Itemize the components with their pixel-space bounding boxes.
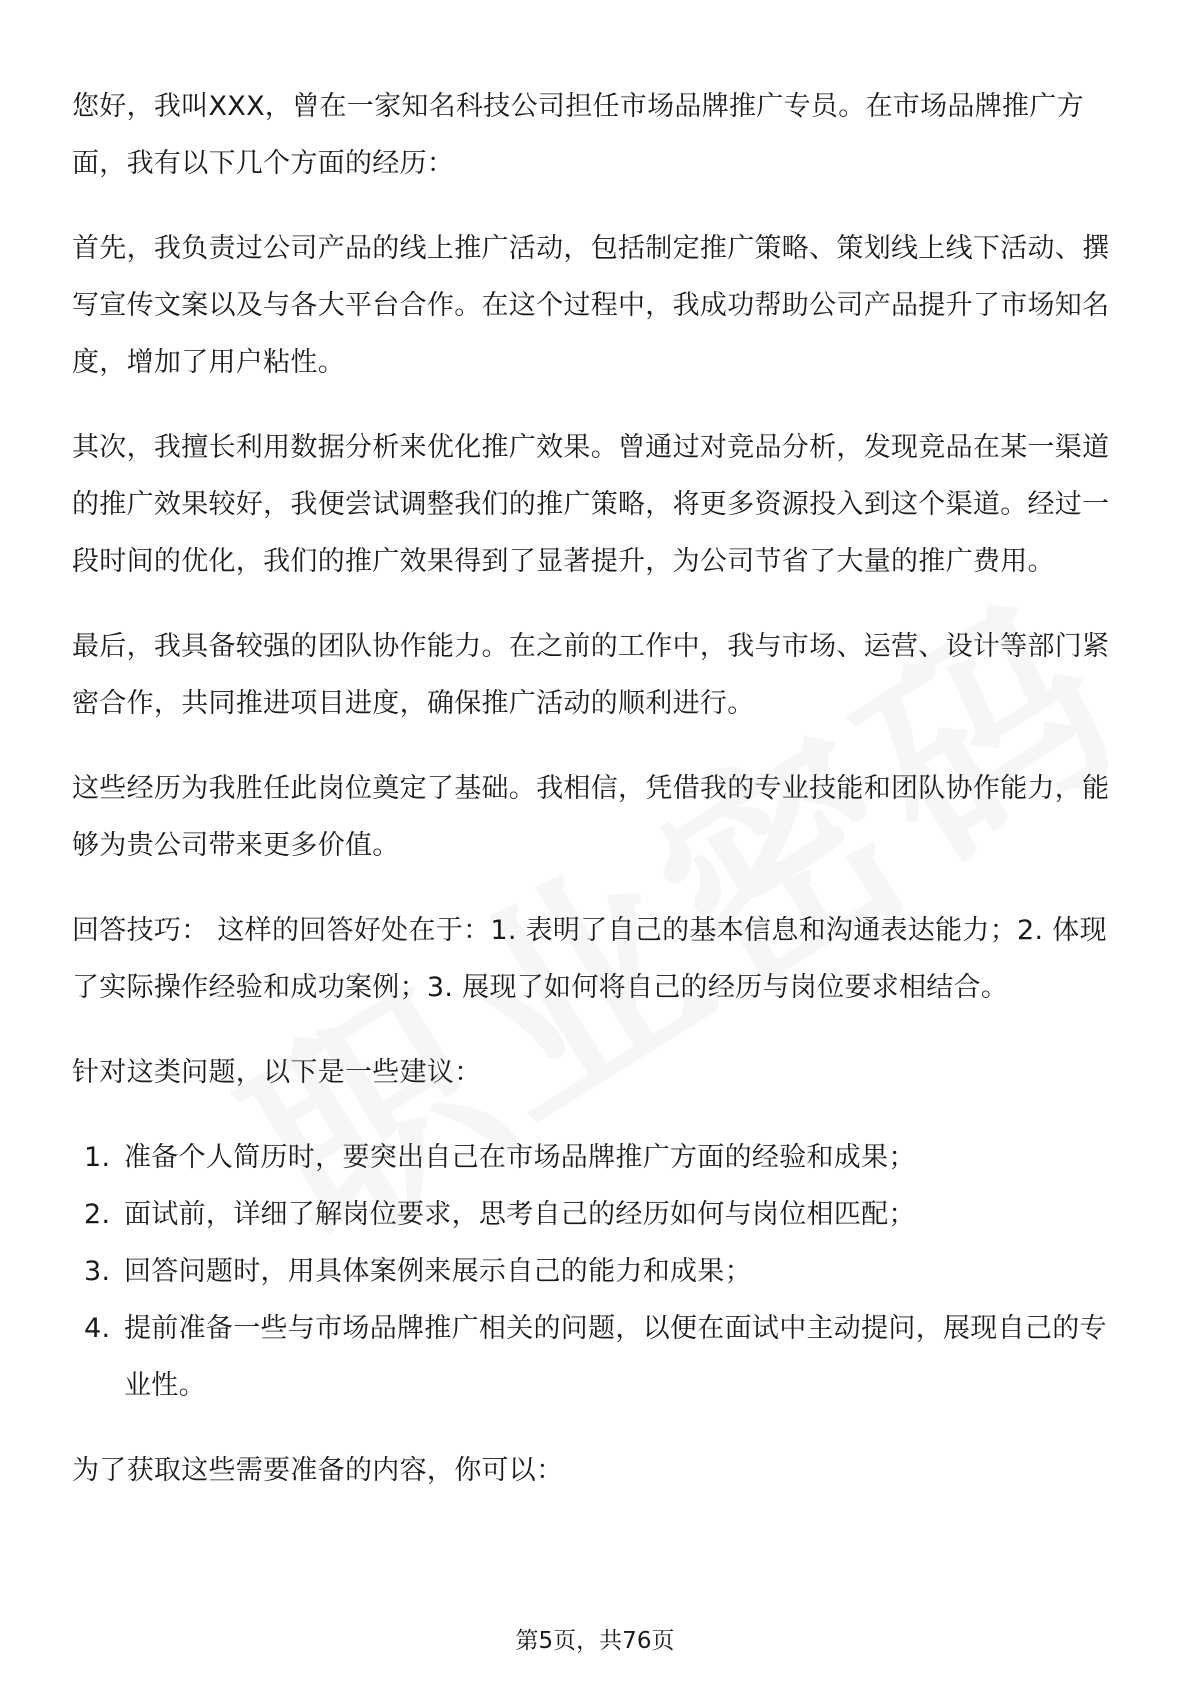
list-item xyxy=(72,1186,1122,1243)
list-item-text: 面试前，详细了解岗位要求，思考自己的经历如何与岗位相匹配； xyxy=(124,1199,916,1230)
page-number-footer: 第5页，共76页 xyxy=(515,1628,675,1654)
list-item-number: 2. xyxy=(84,1199,111,1230)
list-item-number: 4. xyxy=(84,1313,111,1344)
second-experience-paragraph: 其次，我擅长利用数据分析来优化推广效果。曾通过对竞品分析，发现竞品在某一渠道的推广效果较好，我便尝试调整我们的推广策略，将更多资源投入到这个渠道。经过一段时间的优化，我们的推广效果得到了显著提升，为公司节省了大量的推广费用。 xyxy=(72,432,1110,577)
list-item-text: 准备个人简历时，要突出自己在市场品牌推广方面的经验和成果； xyxy=(124,1142,916,1173)
list-item-number: 1. xyxy=(84,1142,111,1173)
suggestions-intro: 针对这类问题，以下是一些建议： xyxy=(72,1057,482,1088)
closing-paragraph: 为了获取这些需要准备的内容，你可以： xyxy=(72,1455,564,1486)
list-item xyxy=(72,1129,1122,1186)
list-item xyxy=(72,1243,1122,1300)
first-experience-paragraph: 首先，我负责过公司产品的线上推广活动，包括制定推广策略、策划线上线下活动、撰写宣传文案以及与各大平台合作。在这个过程中，我成功帮助公司产品提升了市场知名度，增加了用户粘性。 xyxy=(72,233,1110,378)
list-item xyxy=(72,1300,1122,1414)
suggestions-list xyxy=(72,1129,1122,1414)
list-item-text: 提前准备一些与市场品牌推广相关的问题，以便在面试中主动提问，展现自己的专业性。 xyxy=(124,1313,1107,1401)
intro-paragraph: 您好，我叫XXX，曾在一家知名科技公司担任市场品牌推广专员。在市场品牌推广方面，我有以下几个方面的经历： xyxy=(72,91,1084,179)
list-item-number: 3. xyxy=(84,1256,111,1287)
third-experience-paragraph: 最后，我具备较强的团队协作能力。在之前的工作中，我与市场、运营、设计等部门紧密合作，共同推进项目进度，确保推广活动的顺利进行。 xyxy=(72,631,1110,719)
summary-paragraph: 这些经历为我胜任此岗位奠定了基础。我相信，凭借我的专业技能和团队协作能力，能够为贵公司带来更多价值。 xyxy=(72,773,1110,861)
answer-tips-paragraph: 回答技巧： 这样的回答好处在于：1. 表明了自己的基本信息和沟通表达能力；2. 体现了实际操作经验和成功案例；3. 展现了如何将自己的经历与岗位要求相结合。 xyxy=(72,915,1107,1003)
list-item-text: 回答问题时，用具体案例来展示自己的能力和成果； xyxy=(124,1256,752,1287)
document-body xyxy=(72,78,1122,1527)
